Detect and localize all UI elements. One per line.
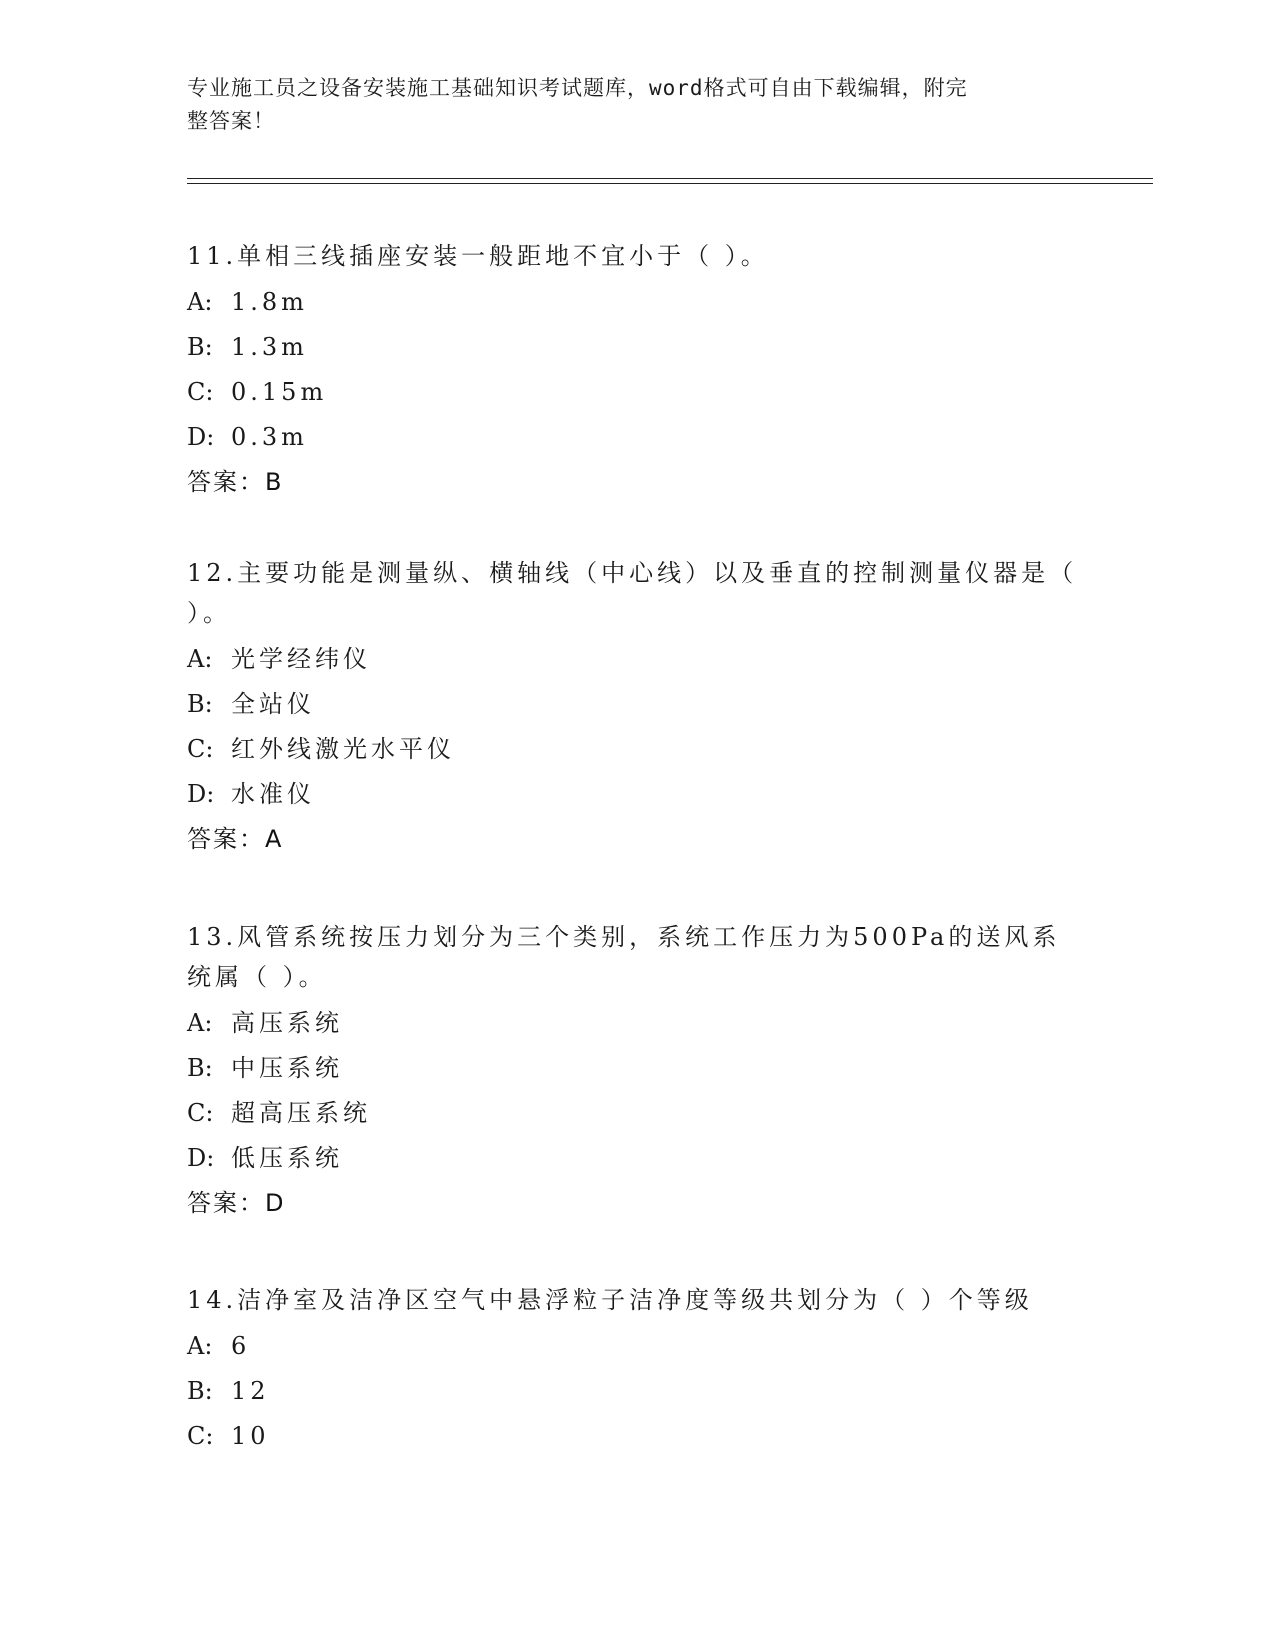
option-text: 12 [231, 1377, 270, 1405]
option-key: D: [187, 780, 215, 808]
question-stem: 13.风管系统按压力划分为三个类别，系统工作压力为500Pa的送风系统属（ ）。 [187, 923, 1061, 991]
option-text: 光学经纬仪 [231, 645, 371, 673]
option-text: 水准仪 [231, 780, 315, 808]
option-text: 红外线激光水平仪 [231, 735, 455, 763]
option-b [187, 1369, 1087, 1414]
question-13 [187, 917, 1087, 1226]
option-c [187, 1414, 1087, 1459]
option-key: C: [187, 378, 214, 406]
option-key: B: [187, 690, 213, 718]
answer: 答案：D [187, 1189, 286, 1217]
option-text: 0.15m [231, 378, 328, 406]
option-key: A: [187, 1332, 213, 1360]
question-11 [187, 236, 1087, 505]
question-stem: 11.单相三线插座安装一般距地不宜小于（ ）。 [187, 242, 769, 270]
answer: 答案：B [187, 468, 284, 496]
option-text: 低压系统 [231, 1144, 343, 1172]
header-rule-top [187, 178, 1153, 179]
option-d [187, 415, 1087, 460]
option-key: C: [187, 735, 214, 763]
option-a [187, 280, 1087, 325]
option-key: A: [187, 288, 213, 316]
option-d [187, 1136, 1087, 1181]
option-text: 高压系统 [231, 1009, 343, 1037]
option-text: 6 [231, 1332, 251, 1360]
option-text: 全站仪 [231, 690, 315, 718]
option-key: B: [187, 1377, 213, 1405]
option-key: B: [187, 333, 213, 361]
question-12 [187, 553, 1087, 862]
option-a [187, 1324, 1087, 1369]
option-a [187, 1001, 1087, 1046]
option-b [187, 1046, 1087, 1091]
option-text: 1.8m [231, 288, 308, 316]
option-b [187, 682, 1087, 727]
option-text: 超高压系统 [231, 1099, 371, 1127]
option-text: 中压系统 [231, 1054, 343, 1082]
option-c [187, 727, 1087, 772]
option-text: 1.3m [231, 333, 308, 361]
option-key: D: [187, 1144, 215, 1172]
option-c [187, 370, 1087, 415]
question-14 [187, 1280, 1087, 1459]
option-key: B: [187, 1054, 213, 1082]
option-key: A: [187, 1009, 213, 1037]
option-b [187, 325, 1087, 370]
option-key: C: [187, 1422, 214, 1450]
option-key: C: [187, 1099, 214, 1127]
option-d [187, 772, 1087, 817]
header-line-1: 专业施工员之设备安装施工基础知识考试题库，word格式可自由下载编辑，附完 [187, 76, 968, 100]
header-rule-bottom [187, 183, 1153, 184]
option-c [187, 1091, 1087, 1136]
option-text: 10 [231, 1422, 270, 1450]
option-key: A: [187, 645, 213, 673]
question-stem: 14.洁净室及洁净区空气中悬浮粒子洁净度等级共划分为（ ）个等级 [187, 1286, 1033, 1314]
question-stem: 12.主要功能是测量纵、横轴线（中心线）以及垂直的控制测量仪器是（ ）。 [187, 559, 1078, 627]
answer: 答案：A [187, 825, 284, 853]
option-text: 0.3m [231, 423, 308, 451]
document-header [187, 72, 1067, 138]
option-a [187, 637, 1087, 682]
header-line-2: 整答案！ [187, 109, 275, 133]
option-key: D: [187, 423, 215, 451]
